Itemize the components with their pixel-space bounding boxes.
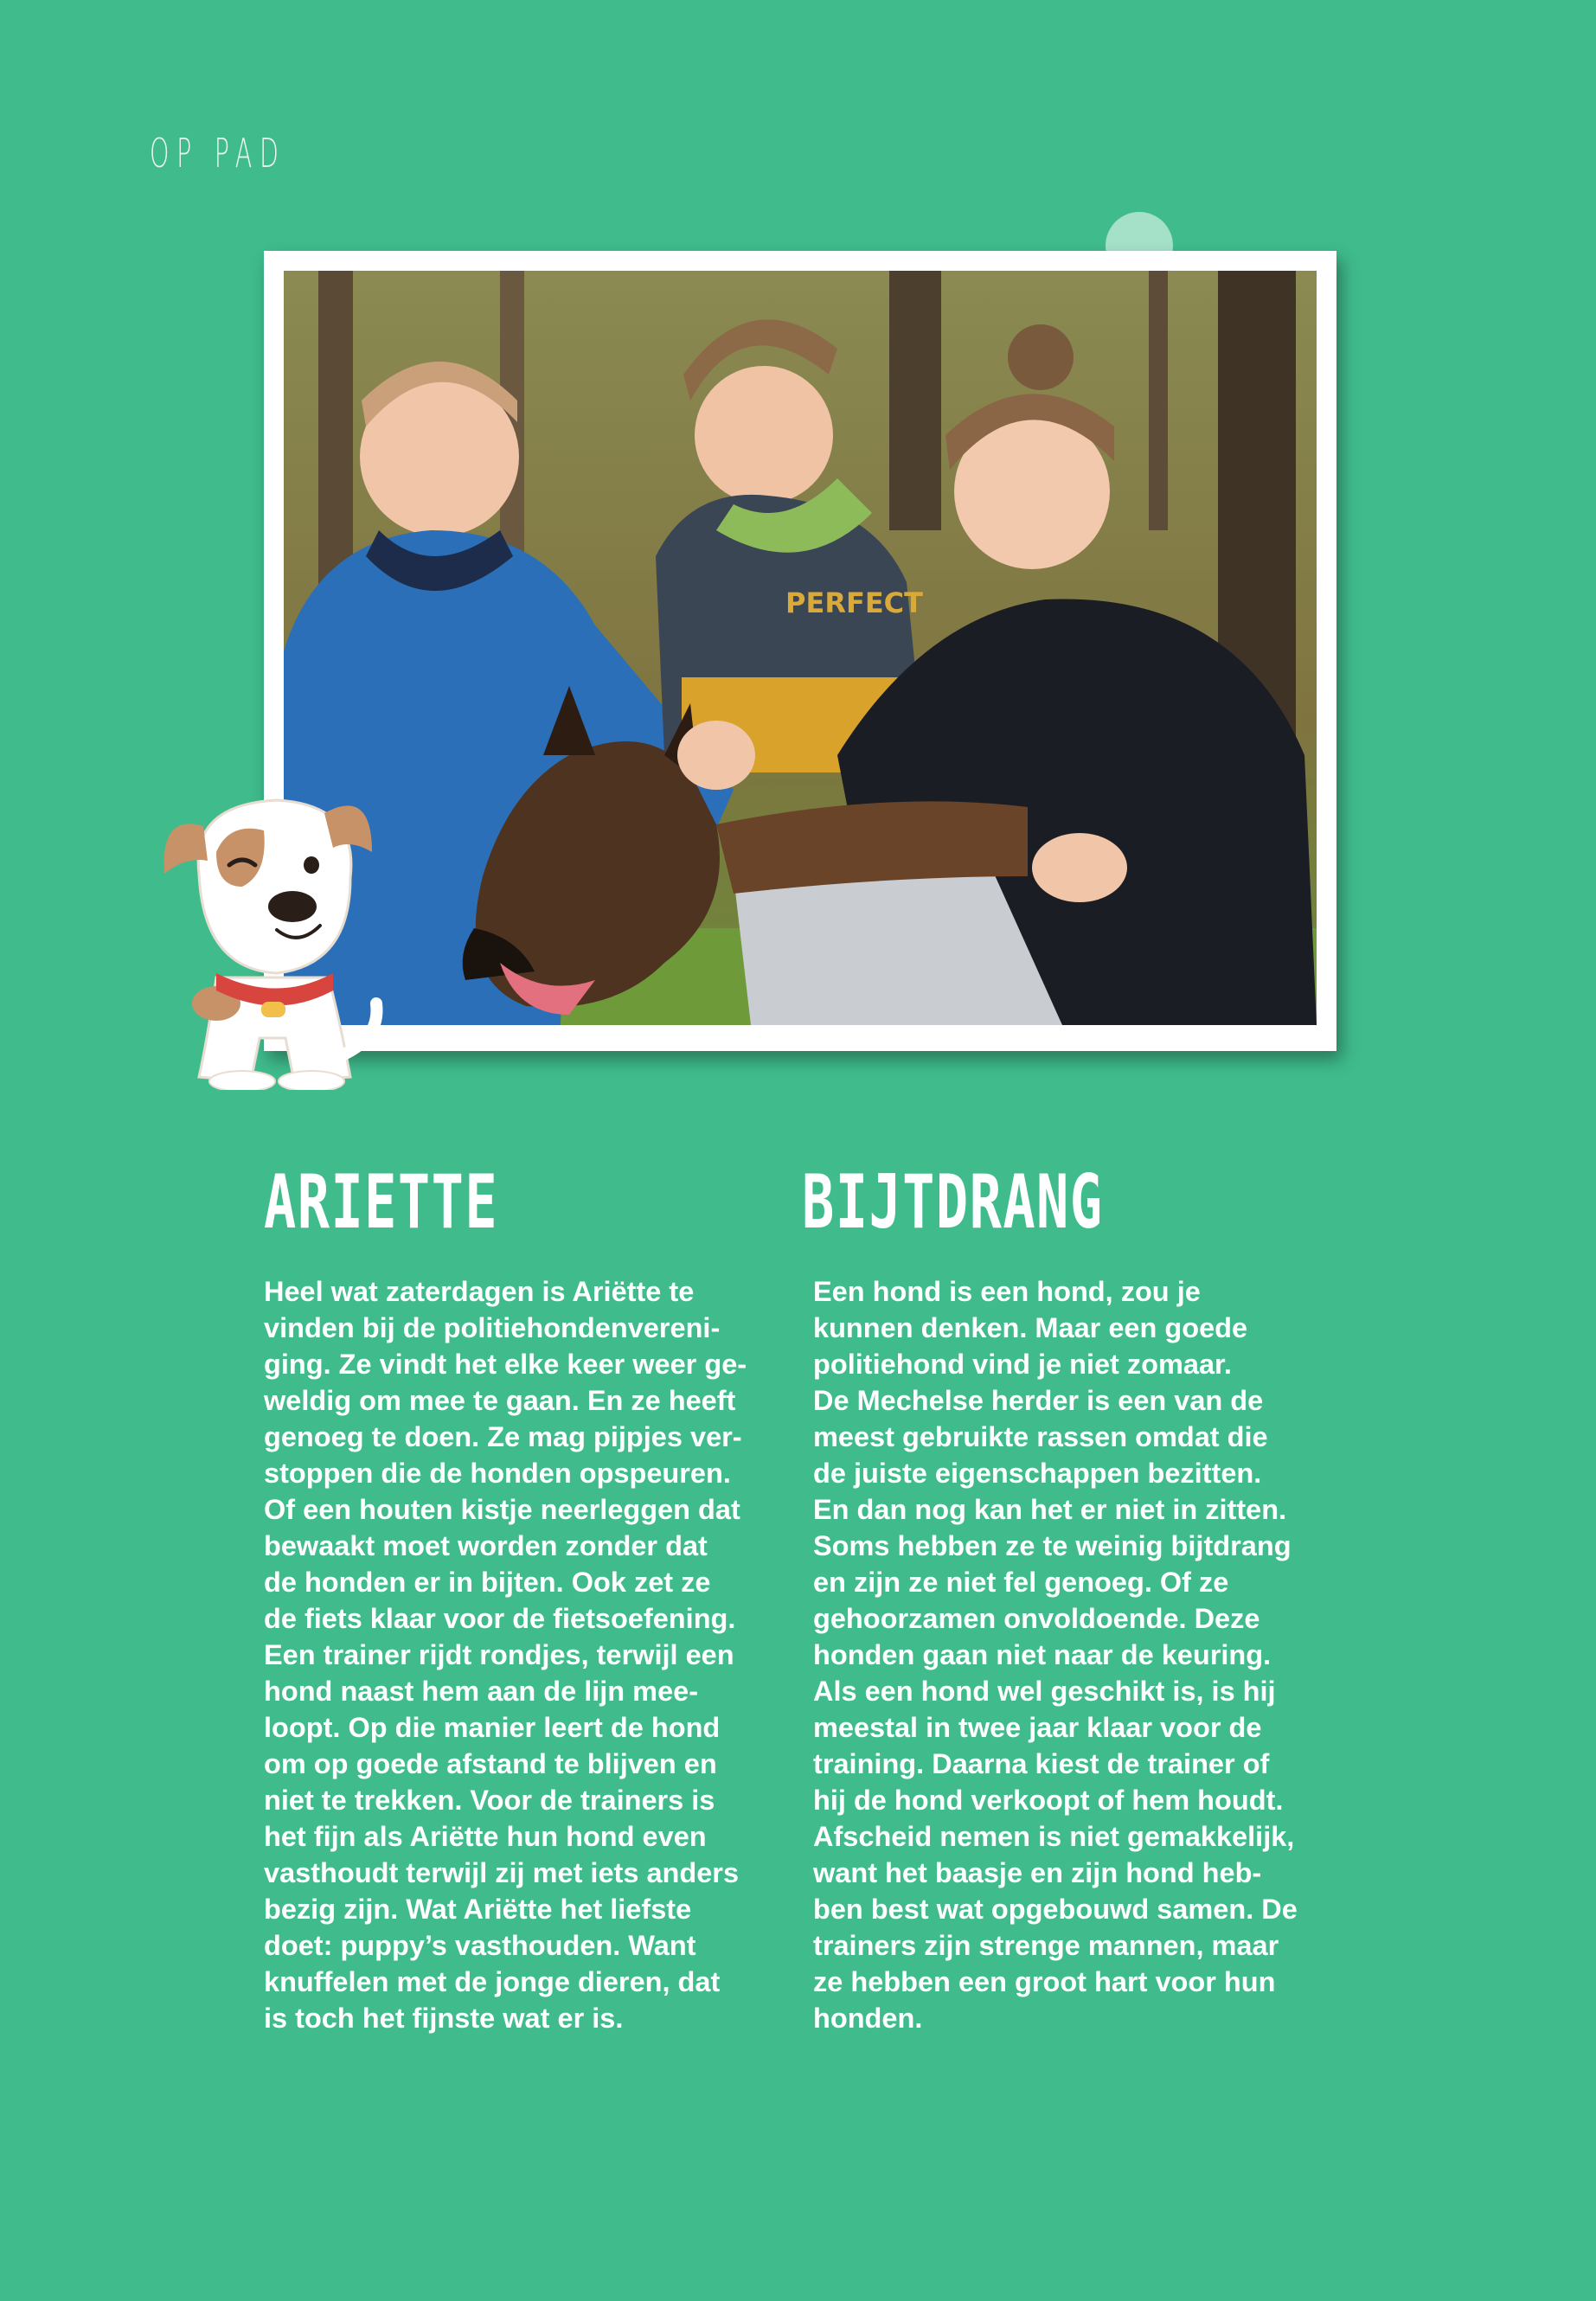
text-line: hond naast hem aan de lijn mee- xyxy=(264,1676,699,1707)
text-line: bewaakt moet worden zonder dat xyxy=(264,1530,708,1561)
text-line: vinden bij de politiehondenvereni- xyxy=(264,1312,721,1343)
text-line: vasthoudt terwijl zij met iets anders xyxy=(264,1857,740,1888)
photo-illustration xyxy=(284,271,1317,1025)
text-line: om op goede afstand te blijven en xyxy=(264,1748,717,1779)
text-line: Heel wat zaterdagen is Ariëtte te xyxy=(264,1276,695,1307)
text-line: En dan nog kan het er niet in zitten. xyxy=(813,1494,1287,1525)
text-line: meestal in twee jaar klaar voor de xyxy=(813,1712,1262,1743)
text-line: loopt. Op die manier leert de hond xyxy=(264,1712,721,1743)
text-line: training. Daarna kiest de trainer of xyxy=(813,1748,1270,1779)
text-line: want het baasje en zijn hond heb- xyxy=(813,1857,1262,1888)
text-line: hij de hond verkoopt of hem houdt. xyxy=(813,1785,1284,1816)
photo-frame xyxy=(264,251,1336,1051)
text-line: de juiste eigenschappen bezitten. xyxy=(813,1458,1262,1489)
text-line: is toch het fijnste wat er is. xyxy=(264,2003,624,2034)
text-line: ze hebben een groot hart voor hun xyxy=(813,1966,1276,1997)
cartoon-dog-illustration xyxy=(156,779,389,1090)
text-line: de honden er in bijten. Ook zet ze xyxy=(264,1567,711,1598)
text-line: Of een houten kistje neerleggen dat xyxy=(264,1494,740,1525)
text-line: politiehond vind je niet zomaar. xyxy=(813,1349,1232,1380)
text-line: ging. Ze vindt het elke keer weer ge- xyxy=(264,1349,747,1380)
text-line: meest gebruikte rassen omdat die xyxy=(813,1421,1268,1452)
photo-children-with-police-dog xyxy=(284,271,1317,1025)
text-line: honden gaan niet naar de keuring. xyxy=(813,1639,1272,1670)
left-column-text xyxy=(264,1273,800,2036)
section-label: OP PAD xyxy=(150,130,286,176)
text-line: stoppen die de honden opspeuren. xyxy=(264,1458,731,1489)
left-column-title: ARIETTE xyxy=(264,1159,499,1246)
text-line: ben best wat opgebouwd samen. De xyxy=(813,1894,1298,1925)
text-line: Als een hond wel geschikt is, is hij xyxy=(813,1676,1276,1707)
text-line: Een hond is een hond, zou je xyxy=(813,1276,1201,1307)
text-line: de fiets klaar voor de fietsoefening. xyxy=(264,1603,736,1634)
text-line: en zijn ze niet fel genoeg. Of ze xyxy=(813,1567,1229,1598)
text-line: Een trainer rijdt rondjes, terwijl een xyxy=(264,1639,734,1670)
dog-icon xyxy=(156,779,389,1090)
text-line: genoeg te doen. Ze mag pijpjes ver- xyxy=(264,1421,742,1452)
text-line: gehoorzamen onvoldoende. Deze xyxy=(813,1603,1260,1634)
text-line: het fijn als Ariëtte hun hond even xyxy=(264,1821,707,1852)
text-line: bezig zijn. Wat Ariëtte het liefste xyxy=(264,1894,692,1925)
text-line: Soms hebben ze te weinig bijtdrang xyxy=(813,1530,1292,1561)
text-line: De Mechelse herder is een van de xyxy=(813,1385,1264,1416)
sweater-print: PERFECT xyxy=(785,586,923,619)
right-column-text xyxy=(813,1273,1354,2036)
text-line: weldig om mee te gaan. En ze heeft xyxy=(264,1385,736,1416)
right-column-title: BIJTDRANG xyxy=(802,1159,1104,1246)
text-line: doet: puppy’s vasthouden. Want xyxy=(264,1930,696,1961)
text-line: kunnen denken. Maar een goede xyxy=(813,1312,1248,1343)
text-line: niet te trekken. Voor de trainers is xyxy=(264,1785,715,1816)
text-line: honden. xyxy=(813,2003,923,2034)
text-line: trainers zijn strenge mannen, maar xyxy=(813,1930,1279,1961)
text-line: Afscheid nemen is niet gemakkelijk, xyxy=(813,1821,1295,1852)
text-line: knuffelen met de jonge dieren, dat xyxy=(264,1966,721,1997)
